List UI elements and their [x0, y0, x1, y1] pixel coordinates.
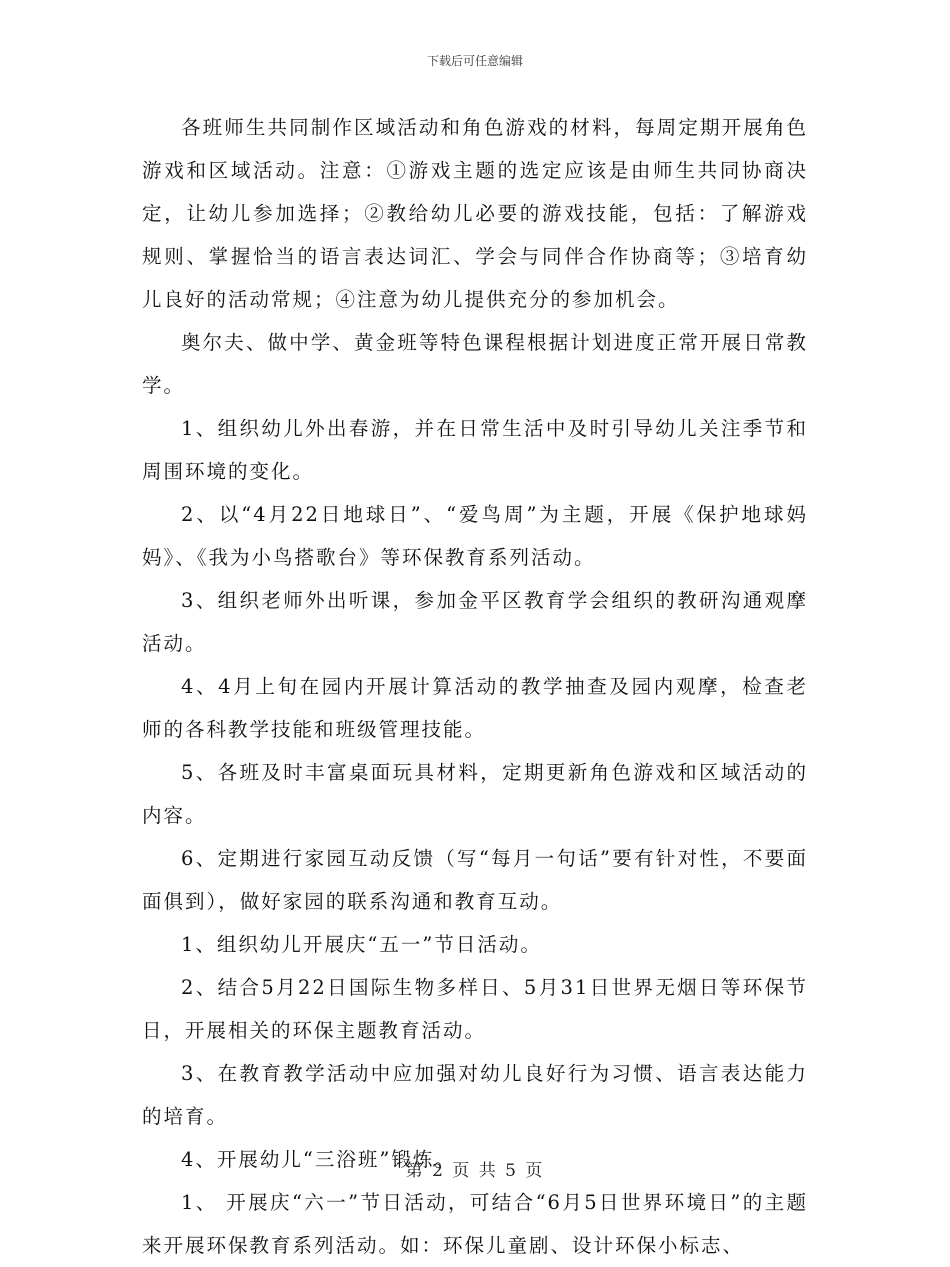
document-body — [142, 106, 808, 1267]
list-item: 2、结合5月22日国际生物多样日、5月31日世界无烟日等环保节日，开展相关的环保主题教育活动。 — [142, 976, 808, 1042]
list-item: 1、 开展庆“六一”节日活动，可结合“6月5日世界环境日”的主题来开展环保教育系列活动。如：环保儿童剧、设计环保小标志、 — [142, 1191, 808, 1257]
page-header — [0, 52, 950, 69]
list-item: 2、以“4月22日地球日”、“爱鸟周”为主题，开展《保护地球妈妈》、《我为小鸟搭歌台》等环保教育系列活动。 — [142, 503, 808, 569]
list-item: 4、4月上旬在园内开展计算活动的教学抽查及园内观摩，检查老师的各科教学技能和班级管理技能。 — [142, 675, 808, 741]
list-item: 5、各班及时丰富桌面玩具材料，定期更新角色游戏和区域活动的内容。 — [142, 761, 808, 827]
list-item: 3、在教育教学活动中应加强对幼儿良好行为习惯、语言表达能力的培育。 — [142, 1062, 808, 1128]
page-number: 第 2 页 共 5 页 — [405, 1161, 545, 1181]
list-item: 1、组织幼儿外出春游，并在日常生活中及时引导幼儿关注季节和周围环境的变化。 — [142, 417, 808, 483]
paragraph: 各班师生共同制作区域活动和角色游戏的材料，每周定期开展角色游戏和区域活动。注意：①游戏主题的选定应该是由师生共同协商决定，让幼儿参加选择；②教给幼儿必要的游戏技能，包括：了解游戏规则、掌握恰当的语言表达词汇、学会与同伴合作协商等；③培育幼儿良好的活动常规；④注意为幼儿提供充分的参加机会。 — [142, 116, 808, 311]
paragraph: 奥尔夫、做中学、黄金班等特色课程根据计划进度正常开展日常教学。 — [142, 331, 808, 397]
list-item: 3、组织老师外出听课，参加金平区教育学会组织的教研沟通观摩活动。 — [142, 589, 808, 655]
list-item: 6、定期进行家园互动反馈（写“每月一句话”要有针对性，不要面面俱到），做好家园的联系沟通和教育互动。 — [142, 847, 808, 913]
header-note: 下载后可任意编辑 — [426, 54, 523, 68]
list-item: 1、组织幼儿开展庆“五一”节日活动。 — [181, 933, 542, 956]
page-footer — [0, 1156, 950, 1181]
list-item: 4、开展幼儿“三浴班”锻炼。 — [181, 1148, 456, 1171]
